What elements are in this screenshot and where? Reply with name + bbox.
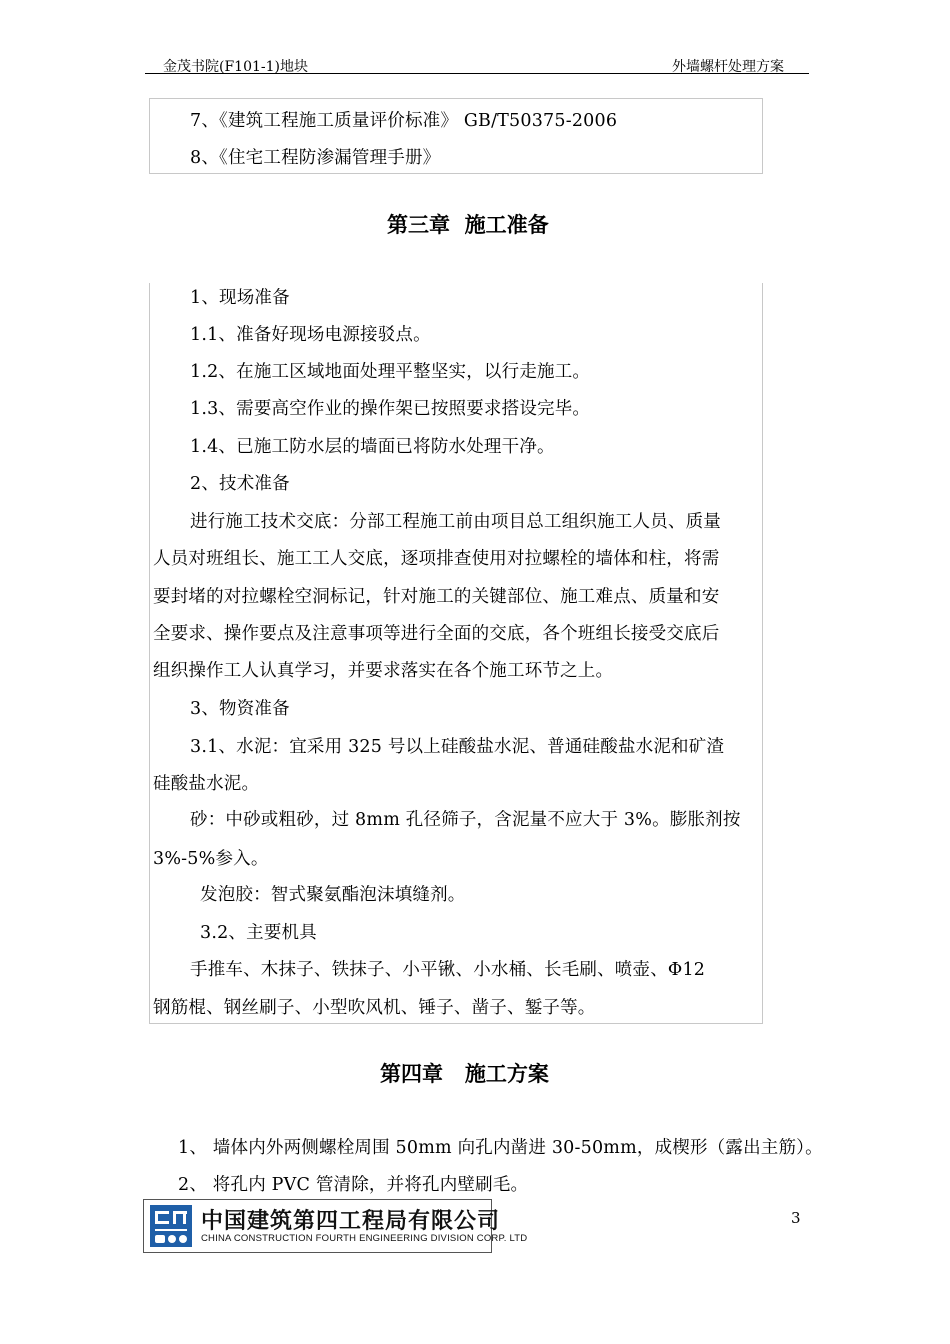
paragraph-line: 1、现场准备 (190, 288, 290, 308)
paragraph-line: 1.1、准备好现场电源接驳点。 (190, 325, 431, 345)
paragraph-line: 3.2、主要机具 (200, 923, 317, 943)
page-number: 3 (791, 1209, 801, 1227)
paragraph-line: 硅酸盐水泥。 (153, 774, 260, 794)
header-document-title: 外墙螺杆处理方案 (672, 59, 784, 75)
company-name-en: CHINA CONSTRUCTION FOURTH ENGINEERING DIVISION CORP. LTD (201, 1233, 528, 1244)
paragraph-line: 组织操作工人认真学习，并要求落实在各个施工环节之上。 (153, 661, 614, 681)
paragraph-line: 1.2、在施工区域地面处理平整坚实，以行走施工。 (190, 362, 591, 382)
header-project-name: 金茂书院(F101-1)地块 (163, 59, 308, 75)
paragraph-line: 1.3、需要高空作业的操作架已按照要求搭设完毕。 (190, 399, 591, 419)
reference-item: 8、《住宅工程防渗漏管理手册》 (190, 148, 441, 168)
header-rule (145, 73, 809, 74)
paragraph-line: 2、 将孔内 PVC 管清除，并将孔内壁刷毛。 (178, 1175, 529, 1195)
paragraph-line: 3.1、水泥：宜采用 325 号以上硅酸盐水泥、普通硅酸盐水泥和矿渣 (190, 737, 725, 757)
paragraph-line: 手推车、木抹子、铁抹子、小平锹、小水桶、长毛刷、喷壶、Φ12 (190, 960, 706, 980)
paragraph-line: 全要求、操作要点及注意事项等进行全面的交底，各个班组长接受交底后 (153, 624, 720, 644)
paragraph-line: 3%-5%参入。 (153, 849, 269, 869)
paragraph-line: 1.4、已施工防水层的墙面已将防水处理干净。 (190, 437, 555, 457)
chapter-3-title: 第三章 施工准备 (387, 212, 549, 237)
paragraph-line: 3、物资准备 (190, 699, 290, 719)
company-emblem-icon (150, 1205, 192, 1247)
paragraph-line: 1、 墙体内外两侧螺栓周围 50mm 向孔内凿进 30-50mm，成楔形（露出主筋）。 (178, 1138, 823, 1158)
company-name-cn: 中国建筑第四工程局有限公司 (201, 1209, 501, 1234)
paragraph-line: 要封堵的对拉螺栓空洞标记，针对施工的关键部位、施工难点、质量和安 (153, 587, 720, 607)
company-logo (143, 1199, 528, 1253)
reference-item: 7、《建筑工程施工质量评价标准》 GB/T50375-2006 (190, 111, 618, 131)
paragraph-line: 钢筋棍、钢丝刷子、小型吹风机、锤子、凿子、錾子等。 (153, 998, 596, 1018)
paragraph-line: 砂：中砂或粗砂，过 8mm 孔径筛子，含泥量不应大于 3%。膨胀剂按 (190, 810, 741, 830)
paragraph-line: 进行施工技术交底：分部工程施工前由项目总工组织施工人员、质量 (190, 512, 721, 532)
paragraph-line: 人员对班组长、施工工人交底，逐项排查使用对拉螺栓的墙体和柱，将需 (153, 549, 720, 569)
paragraph-line: 2、技术准备 (190, 474, 290, 494)
paragraph-line: 发泡胶：智式聚氨酯泡沫填缝剂。 (200, 885, 466, 905)
chapter-4-title: 第四章 施工方案 (380, 1061, 549, 1086)
